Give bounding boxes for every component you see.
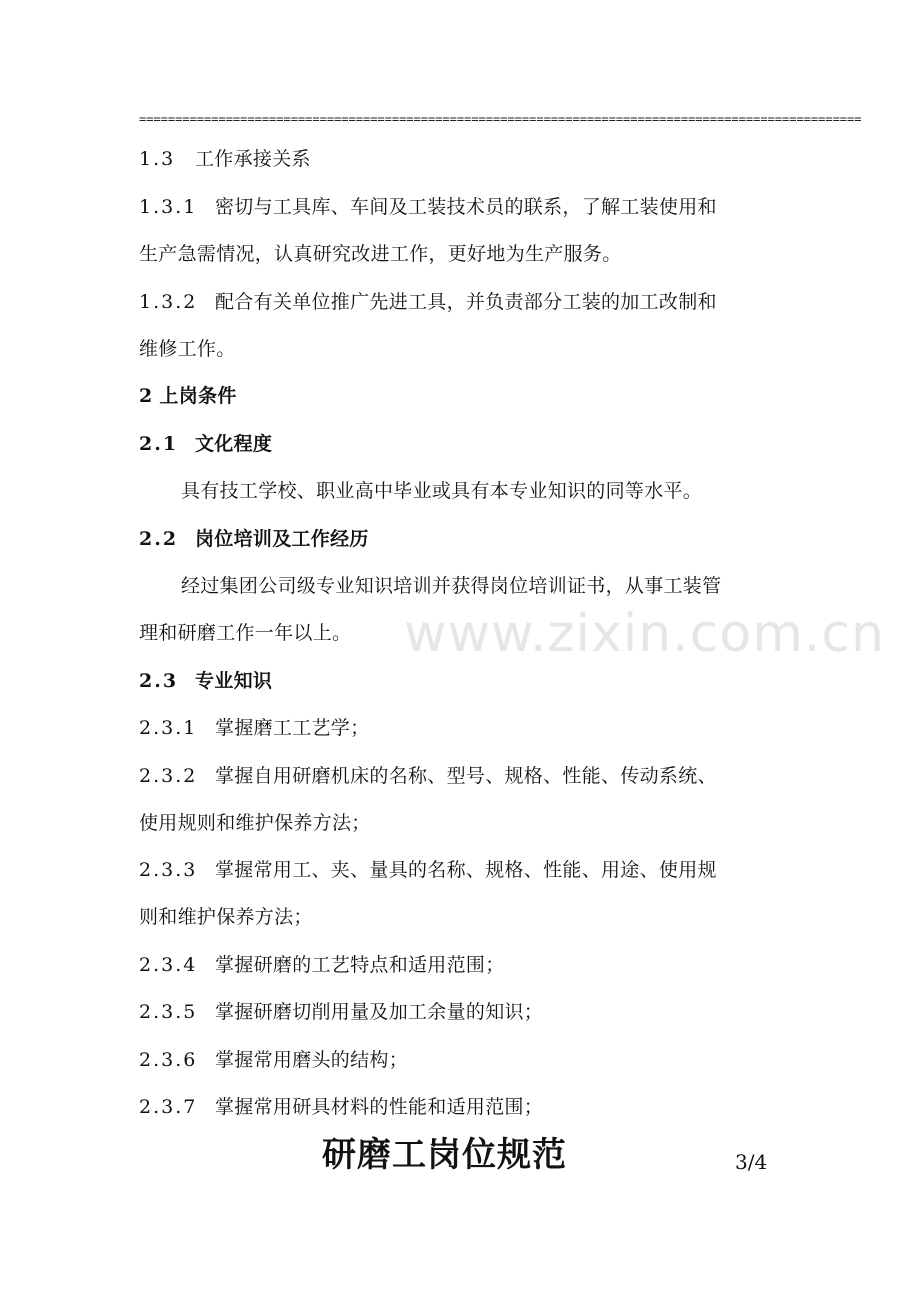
item-2-3-1 [139,716,789,740]
item-text: 掌握常用磨头的结构； [215,1049,409,1071]
item-text: 掌握自用研磨机床的名称、型号、规格、性能、传动系统、 [215,765,717,787]
item-text: 掌握常用研具材料的性能和适用范围； [215,1096,544,1118]
item-number: 2.3.6 [139,1049,198,1071]
item-2-3-2 [139,764,789,788]
section-2-2-heading [139,527,789,551]
item-2-3-7 [139,1095,789,1119]
separator-rule: ==================================================================================================== [139,112,862,126]
item-number: 2.3.5 [139,1001,198,1023]
item-1-3-1-cont: 生产急需情况，认真研究改进工作，更好地为生产服务。 [139,243,622,265]
section-2-heading: 2 上岗条件 [139,385,237,407]
section-title: 专业知识 [195,670,273,692]
item-2-3-6 [139,1048,789,1072]
item-2-3-2-cont: 使用规则和维护保养方法； [139,812,371,834]
item-number: 2.3.4 [139,954,198,976]
section-number: 1.3 [139,148,176,170]
item-number: 1.3.2 [139,291,198,313]
section-title: 岗位培训及工作经历 [195,528,369,550]
footer-title: 研磨工岗位规范 [322,1135,567,1175]
section-title: 工作承接关系 [195,148,311,170]
item-number: 2.3.3 [139,859,198,881]
watermark: www.zixin.com.cn [404,604,885,664]
item-1-3-2-cont: 维修工作。 [139,338,236,360]
item-text: 掌握研磨的工艺特点和适用范围； [215,954,505,976]
item-number: 2.3.1 [139,717,198,739]
item-number: 2.3.7 [139,1096,198,1118]
item-2-3-3 [139,858,789,882]
section-title: 文化程度 [195,433,273,455]
item-1-3-2 [139,290,789,314]
section-2-3-heading [139,669,789,693]
item-1-3-1 [139,195,789,219]
section-number: 2.2 [139,528,179,550]
item-number: 1.3.1 [139,196,198,218]
item-text: 掌握研磨切削用量及加工余量的知识； [215,1001,544,1023]
section-number: 2.1 [139,433,179,455]
section-2-1-heading [139,432,789,456]
item-text: 配合有关单位推广先进工具，并负责部分工装的加工改制和 [215,291,717,313]
item-2-3-4 [139,953,789,977]
item-text: 掌握常用工、夹、量具的名称、规格、性能、用途、使用规 [215,859,717,881]
page-number: 3/4 [735,1150,768,1174]
item-2-3-5 [139,1000,789,1024]
item-text: 掌握磨工工艺学； [215,717,370,739]
section-1-3-heading [139,147,789,171]
section-number: 2.3 [139,670,179,692]
paragraph-2-2: 经过集团公司级专业知识培训并获得岗位培训证书，从事工装管 [181,575,722,597]
paragraph-2-1: 具有技工学校、职业高中毕业或具有本专业知识的同等水平。 [181,480,703,502]
item-text: 密切与工具库、车间及工装技术员的联系，了解工装使用和 [215,196,717,218]
paragraph-2-2-cont: 理和研磨工作一年以上。 [139,622,352,644]
item-number: 2.3.2 [139,765,198,787]
item-2-3-3-cont: 则和维护保养方法； [139,906,313,928]
